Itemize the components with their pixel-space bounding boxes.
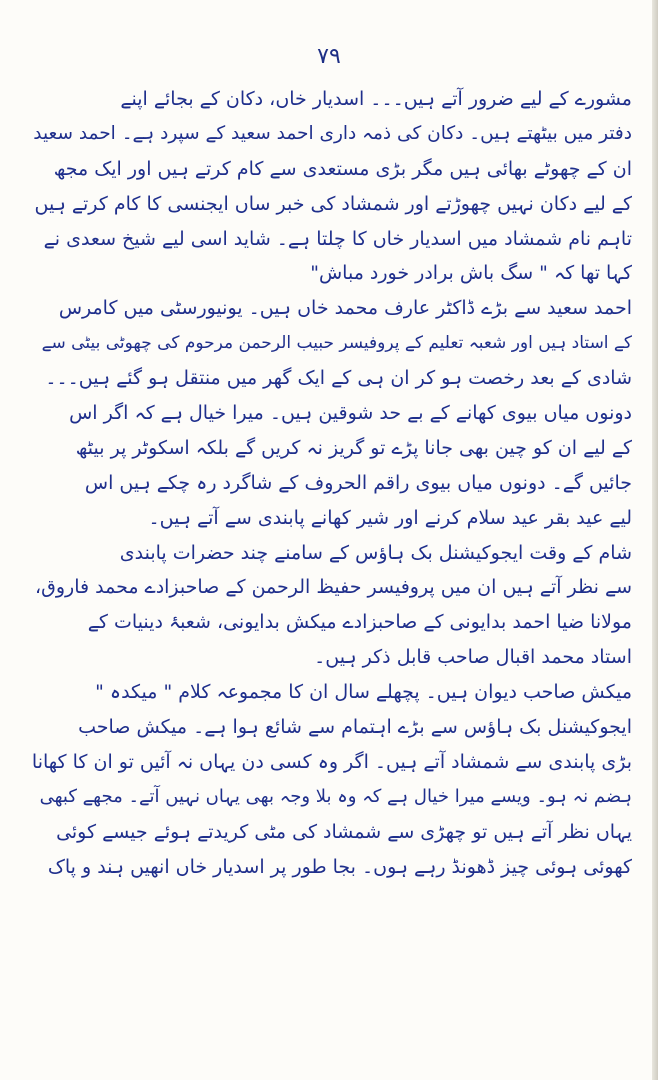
text-line: یہاں نظر آتے ہیں تو چھڑی سے شمشاد کی مٹی کریدتے ہوئے جیسے کوئی (56, 820, 632, 843)
text-line: کے لیے ان کو چین بھی جانا پڑے تو گریز نہ کریں گے بلکہ اسکوٹر پر بیٹھ (75, 436, 632, 459)
text-line: ہضم نہ ہو۔ ویسے میرا خیال ہے کہ وہ بلا وجہ بھی یہاں نہیں آتے۔ مجھے کبھی (39, 785, 632, 807)
text-line: تاہم نام شمشاد میں اسدیار خاں کا چلتا ہے۔ شاید اسی لیے شیخ سعدی نے (43, 227, 632, 250)
text-line: کے لیے دکان نہیں چھوڑتے اور شمشاد کی خبر ساں ایجنسی کا کام کرتے ہیں (34, 192, 632, 215)
text-line: استاد محمد اقبال صاحب قابل ذکر ہیں۔ (314, 646, 632, 669)
text-line: شادی کے بعد رخصت ہو کر ان ہی کے ایک گھر میں منتقل ہو گئے ہیں۔۔۔ (45, 367, 632, 390)
page-number: ۷۹ (317, 44, 341, 69)
text-line: احمد سعید سے بڑے ڈاکٹر عارف محمد خاں ہیں۔ یونیورسٹی میں کامرس (58, 297, 632, 320)
text-line: شام کے وقت ایجوکیشنل بک ہاؤس کے سامنے چند حضرات پابندی (119, 541, 632, 564)
body-text (28, 82, 632, 884)
page-edge-shadow (652, 0, 658, 1080)
text-line: کہا تھا کہ " سگ باش برادر خورد مباش" (310, 262, 632, 285)
text-line: دفتر میں بیٹھتے ہیں۔ دکان کی ذمہ داری احمد سعید کے سپرد ہے۔ احمد سعید (33, 122, 632, 144)
text-line: کے استاد ہیں اور شعبہ تعلیم کے پروفیسر حبیب الرحمن مرحوم کی چھوٹی بیٹی سے (41, 333, 632, 354)
text-line: ان کے چھوٹے بھائی ہیں مگر بڑی مستعدی سے کام کرتے ہیں اور ایک مجھ (53, 157, 632, 180)
text-line: سے نظر آتے ہیں ان میں پروفیسر حفیظ الرحمن کے صاحبزادے محمد فاروق، (34, 576, 632, 599)
text-line: مشورے کے لیے ضرور آتے ہیں۔۔۔ اسدیار خاں، دکان کے بجائے اپنے (120, 88, 632, 110)
text-line: میکش صاحب دیوان ہیں۔ پچھلے سال ان کا مجموعہ کلام " میکدہ " (95, 681, 632, 704)
text-line: جائیں گے۔ دونوں میاں بیوی راقم الحروف کے شاگرد رہ چکے ہیں اس (84, 471, 632, 494)
text-line: بڑی پابندی سے شمشاد آتے ہیں۔ اگر وہ کسی دن یہاں نہ آئیں تو ان کا کھانا (31, 750, 632, 773)
text-line: ایجوکیشنل بک ہاؤس سے بڑے اہتمام سے شائع ہوا ہے۔ میکش صاحب (78, 716, 632, 739)
text-line: کھوئی ہوئی چیز ڈھونڈ رہے ہوں۔ بجا طور پر اسدیار خاں انھیں ہند و پاک (47, 855, 632, 878)
text-line: مولانا ضیا احمد بدایونی کے صاحبزادے میکش بدایونی، شعبۂ دینیات کے (87, 611, 632, 634)
text-line: دونوں میاں بیوی کھانے کے بے حد شوقین ہیں۔ میرا خیال ہے کہ اگر اس (69, 402, 632, 425)
text-line: لیے عید بقر عید سلام کرنے اور شیر کھانے پابندی سے آتے ہیں۔ (148, 506, 632, 529)
